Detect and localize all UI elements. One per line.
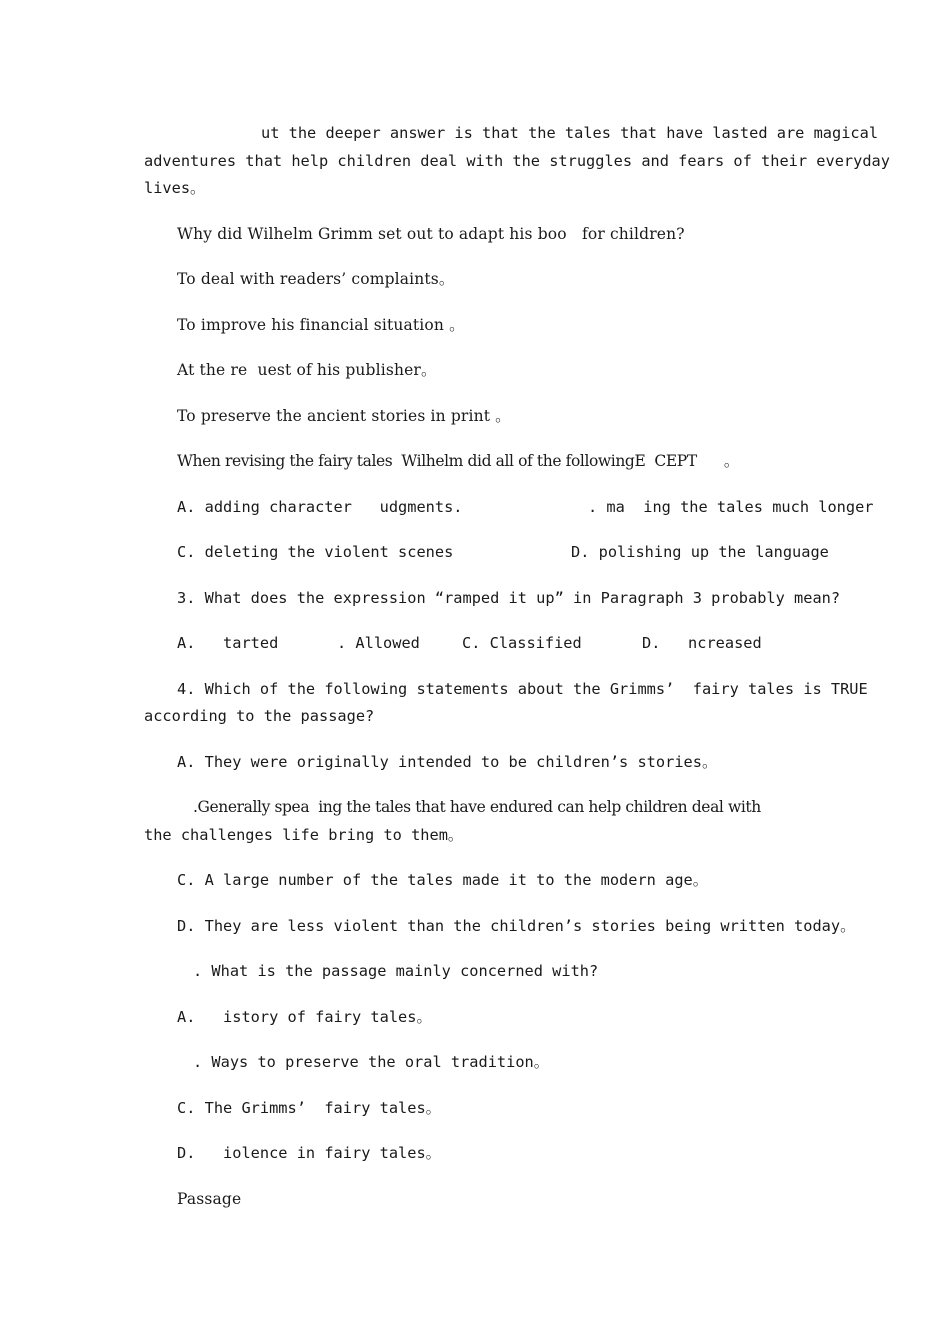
- question-5-option-c: C. The Grimms’ fairy tales。: [177, 1099, 441, 1117]
- question-5-option-d: D. iolence in fairy tales。: [177, 1144, 441, 1162]
- question-3-option-b: . Allowed: [337, 634, 420, 652]
- question-4-option-b-line-1: .Generally spea ing the tales that have endured can help children deal with: [193, 798, 761, 816]
- question-4-stem-line-2: according to the passage?: [144, 707, 375, 725]
- question-4-option-b-line-2: the challenges life bring to them。: [144, 826, 464, 844]
- passage-line-2: adventures that help children deal with the struggles and fears of their everyday: [144, 152, 890, 170]
- passage-line-1: ut the deeper answer is that the tales that have lasted are magical: [261, 124, 879, 142]
- question-2-option-a: A. adding character udgments.: [177, 498, 463, 516]
- passage-line-3: lives。: [144, 179, 206, 197]
- question-4-stem-line-1: 4. Which of the following statements about the Grimms’ fairy tales is TRUE: [177, 680, 868, 698]
- question-2-option-c: C. deleting the violent scenes: [177, 543, 454, 561]
- question-5-option-b: . Ways to preserve the oral tradition。: [193, 1053, 550, 1071]
- question-1-option-c: At the re uest of his publisher。: [177, 361, 437, 379]
- question-1-option-d: To preserve the ancient stories in print 。: [177, 407, 511, 425]
- question-3-option-a: A. tarted: [177, 634, 279, 652]
- question-1-stem: Why did Wilhelm Grimm set out to adapt his boo for children?: [177, 225, 685, 243]
- question-3-stem: 3. What does the expression “ramped it up” in Paragraph 3 probably mean?: [177, 589, 841, 607]
- question-2-option-d: D. polishing up the language: [571, 543, 829, 561]
- passage-heading: Passage: [177, 1190, 242, 1208]
- question-1-option-a: To deal with readers’ complaints。: [177, 270, 455, 288]
- question-5-stem: . What is the passage mainly concerned with?: [193, 962, 599, 980]
- question-2-stem: When revising the fairy tales Wilhelm did all of the followingE CEPT 。: [177, 452, 740, 470]
- question-4-option-c: C. A large number of the tales made it to the modern age。: [177, 871, 709, 889]
- question-5-option-a: A. istory of fairy tales。: [177, 1008, 432, 1026]
- question-2-option-b: . ma ing the tales much longer: [588, 498, 874, 516]
- question-4-option-a: A. They were originally intended to be children’s stories。: [177, 753, 718, 771]
- question-4-option-d: D. They are less violent than the children’s stories being written today。: [177, 917, 856, 935]
- question-1-option-b: To improve his financial situation 。: [177, 316, 465, 334]
- question-3-option-c: C. Classified: [462, 634, 582, 652]
- question-3-option-d: D. ncreased: [642, 634, 762, 652]
